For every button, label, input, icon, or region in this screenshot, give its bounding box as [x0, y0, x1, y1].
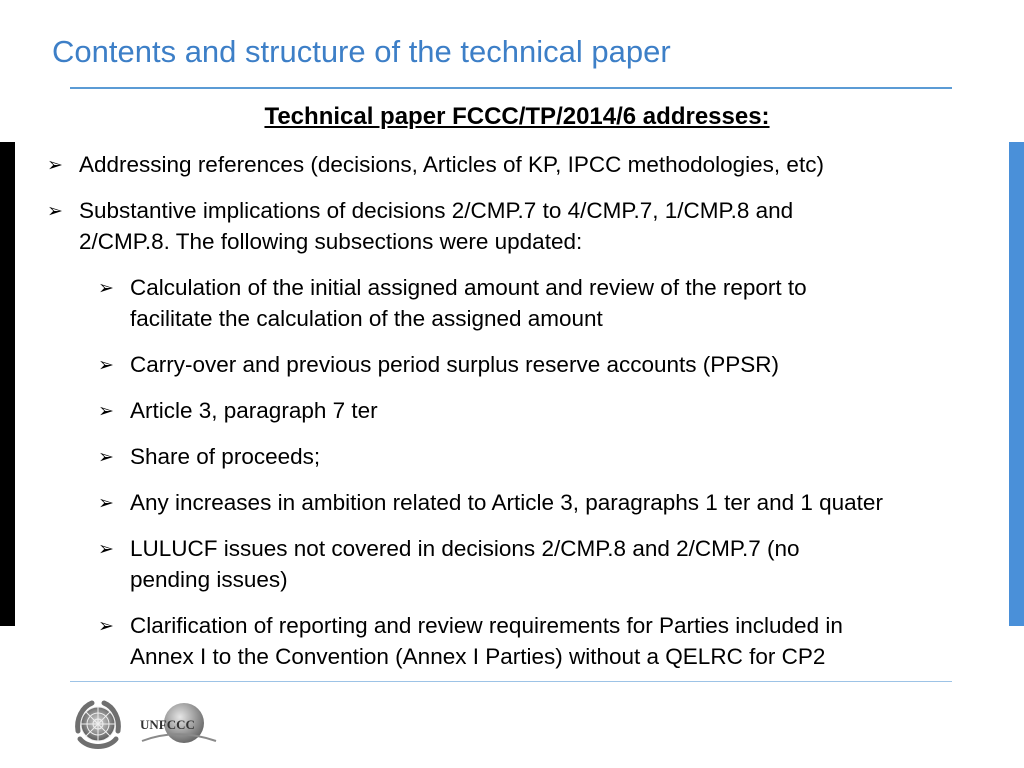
title-divider	[70, 87, 952, 89]
bullet-item-addressing-references	[47, 149, 824, 180]
arrow-bullet-icon: ➢	[98, 493, 114, 514]
slide-subtitle: Technical paper FCCC/TP/2014/6 addresses:	[264, 103, 770, 130]
arrow-bullet-icon: ➢	[98, 447, 114, 468]
bullet-line: LULUCF issues not covered in decisions 2/CMP.8 and 2/CMP.7 (no	[130, 536, 800, 561]
footer-divider	[70, 681, 952, 682]
left-accent-bar	[0, 142, 15, 626]
bullet-line: pending issues)	[130, 567, 288, 592]
bullet-line: Calculation of the initial assigned amount and review of the report to	[130, 275, 807, 300]
sub-bullet-clarification-reporting-review	[98, 610, 843, 672]
bullet-line: Addressing references (decisions, Articles of KP, IPCC methodologies, etc)	[79, 152, 824, 177]
unfccc-logo-text: UNFCCC	[140, 717, 195, 732]
arrow-bullet-icon: ➢	[47, 155, 63, 176]
bullet-line: 2/CMP.8. The following subsections were updated:	[79, 229, 583, 254]
bullet-line: facilitate the calculation of the assigned amount	[130, 306, 603, 331]
united-nations-emblem-icon	[70, 697, 126, 753]
unfccc-logo-icon	[138, 701, 218, 749]
arrow-bullet-icon: ➢	[98, 401, 114, 422]
sub-bullet-initial-assigned-amount	[98, 272, 807, 334]
bullet-item-substantive-implications	[47, 195, 794, 257]
bullet-line: Article 3, paragraph 7 ter	[130, 398, 378, 423]
arrow-bullet-icon: ➢	[98, 355, 114, 376]
bullet-line: Clarification of reporting and review requirements for Parties included in	[130, 613, 843, 638]
bullet-line: Substantive implications of decisions 2/CMP.7 to 4/CMP.7, 1/CMP.8 and	[79, 198, 794, 223]
sub-bullet-carry-over-ppsr	[98, 349, 780, 380]
bullet-line: Carry-over and previous period surplus reserve accounts (PPSR)	[130, 352, 780, 377]
sub-bullet-share-of-proceeds	[98, 441, 321, 472]
bullet-line: Share of proceeds;	[130, 444, 321, 469]
arrow-bullet-icon: ➢	[47, 201, 63, 222]
arrow-bullet-icon: ➢	[98, 539, 114, 560]
slide-title: Contents and structure of the technical paper	[52, 34, 671, 69]
arrow-bullet-icon: ➢	[98, 278, 114, 299]
bullet-line: Annex I to the Convention (Annex I Parties) without a QELRC for CP2	[130, 644, 826, 669]
sub-bullet-increases-in-ambition	[98, 487, 883, 518]
sub-bullet-lulucf-issues	[98, 533, 800, 595]
sub-bullet-article-3-paragraph-7-ter	[98, 395, 378, 426]
right-accent-bar	[1009, 142, 1024, 626]
footer-logos	[70, 697, 220, 753]
bullet-line: Any increases in ambition related to Article 3, paragraphs 1 ter and 1 quater	[130, 490, 883, 515]
arrow-bullet-icon: ➢	[98, 616, 114, 637]
